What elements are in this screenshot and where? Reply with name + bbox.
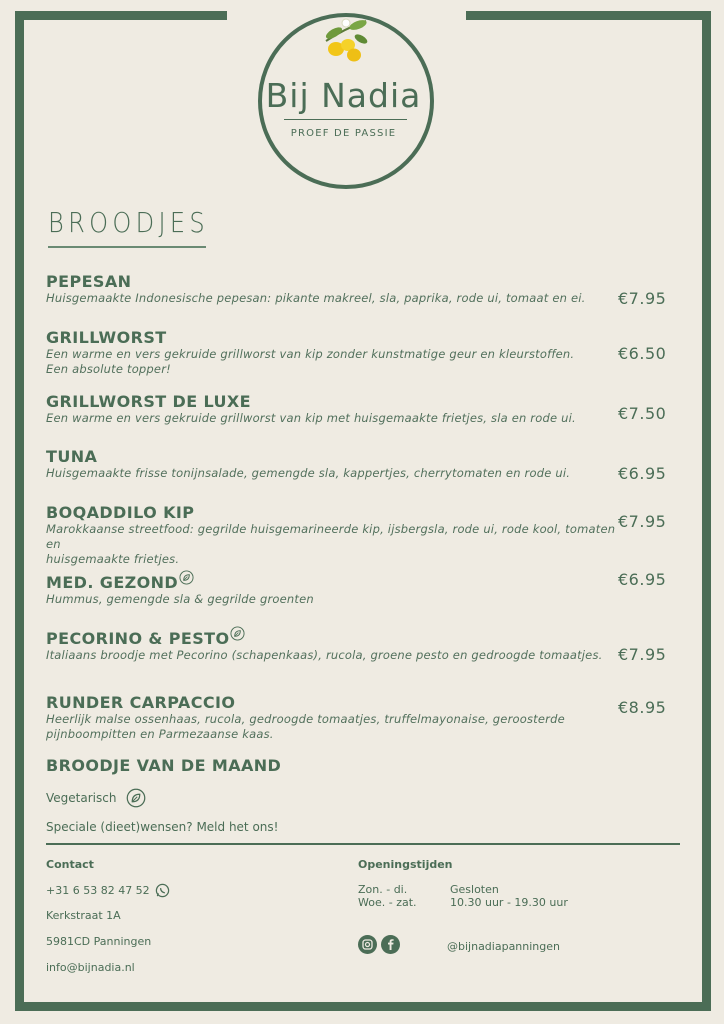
item-desc: Een warme en vers gekruide grillworst van kip met huisgemaakte frietjes, sla en rode ui. [46, 411, 576, 425]
item-desc: Huisgemaakte frisse tonijnsalade, gemengde sla, kappertjes, cherrytomaten en rode ui. [46, 466, 571, 480]
item-price: €7.95 [618, 645, 667, 664]
instagram-icon[interactable] [358, 935, 377, 954]
item-name: RUNDER CARPACCIO [46, 693, 236, 712]
special-note: Speciale (dieet)wensen? Meld het ons! [46, 820, 279, 834]
menu-item [46, 504, 626, 567]
vegetarian-legend [46, 788, 146, 808]
brand-name: Bij Nadia [265, 76, 422, 115]
menu-item [46, 448, 626, 481]
item-desc: Italiaans broodje met Pecorino (schapenkaas), rucola, groene pesto en gedroogde tomaatjes. [46, 648, 603, 662]
item-desc: Marokkaanse streetfood: gegrilde huisgemarineerde kip, ijsbergsla, rode ui, rode kool, tomaten en [46, 522, 616, 551]
logo [256, 11, 431, 186]
section-title: BROODJES [48, 206, 209, 239]
vegetarian-leaf-icon [230, 626, 245, 641]
frame-bottom [15, 1002, 711, 1011]
item-desc-2: Een absolute topper! [46, 362, 171, 376]
item-name: BOQADDILO KIP [46, 503, 195, 522]
hours-time-2: 10.30 uur - 19.30 uur [450, 896, 568, 909]
item-desc: Heerlijk malse ossenhaas, rucola, gedroogde tomaatjes, truffelmayonaise, geroosterde [46, 712, 565, 726]
hours-time-1: Gesloten [450, 883, 499, 896]
menu-item [46, 574, 626, 607]
item-name: GRILLWORST [46, 328, 167, 347]
hours-days-2: Woe. - zat. [358, 896, 417, 909]
item-desc: Huisgemaakte Indonesische pepesan: pikante makreel, sla, paprika, rode ui, tomaat en ei. [46, 291, 586, 305]
item-name-row [46, 574, 626, 592]
item-desc-2: pijnboompitten en Parmezaanse kaas. [46, 727, 274, 741]
item-desc-2: huisgemaakte frietjes. [46, 552, 180, 566]
whatsapp-icon[interactable] [155, 883, 170, 898]
contact-email[interactable]: info@bijnadia.nl [46, 961, 135, 974]
menu-item [46, 273, 626, 306]
item-price: €6.95 [618, 464, 667, 483]
hours-days-1: Zon. - di. [358, 883, 408, 896]
contact-title: Contact [46, 858, 94, 871]
contact-phone[interactable]: +31 6 53 82 47 52 [46, 884, 150, 897]
footer-divider [46, 843, 680, 845]
item-price: €6.50 [618, 344, 667, 363]
social-handle[interactable]: @bijnadiapanningen [447, 940, 561, 953]
lemon-branch-icon [314, 11, 374, 71]
item-price: €8.95 [618, 698, 667, 717]
phone-row [46, 883, 170, 898]
item-name: MED. GEZOND [46, 573, 179, 592]
monthly-sandwich: BROODJE VAN DE MAAND [46, 756, 282, 775]
vegetarian-leaf-icon [126, 788, 146, 808]
item-name-row [46, 630, 626, 648]
menu-item [46, 630, 626, 663]
item-name: GRILLWORST DE LUXE [46, 392, 251, 411]
item-desc: Een warme en vers gekruide grillworst van kip zonder kunstmatige geur en kleurstoffen. [46, 347, 575, 361]
menu-item [46, 393, 626, 426]
hours-title: Openingstijden [358, 858, 453, 871]
menu-item [46, 694, 626, 742]
social-icons [358, 935, 400, 954]
contact-city: 5981CD Panningen [46, 935, 152, 948]
item-price: €7.95 [618, 512, 667, 531]
facebook-icon[interactable] [381, 935, 400, 954]
item-desc: Hummus, gemengde sla & gegrilde groenten [46, 592, 314, 606]
item-price: €7.50 [618, 404, 667, 423]
section-underline [48, 246, 206, 248]
brand-tagline: PROEF DE PASSIE [290, 128, 397, 139]
item-price: €7.95 [618, 289, 667, 308]
item-name: TUNA [46, 447, 98, 466]
vegetarian-leaf-icon [179, 570, 194, 585]
item-price: €6.95 [618, 570, 667, 589]
menu-item [46, 329, 626, 377]
item-name: PEPESAN [46, 272, 132, 291]
contact-street: Kerkstraat 1A [46, 909, 121, 922]
vegetarian-label: Vegetarisch [46, 791, 117, 805]
logo-divider [284, 119, 407, 120]
item-name: PECORINO & PESTO [46, 629, 230, 648]
